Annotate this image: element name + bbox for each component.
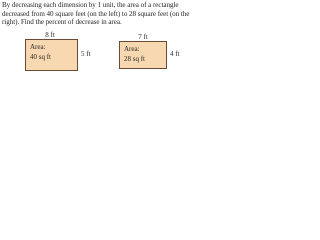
left-width-label: 8 ft <box>45 31 55 39</box>
right-width-label: 7 ft <box>138 33 148 41</box>
left-height-label: 5 ft <box>81 50 91 58</box>
right-height-label: 4 ft <box>170 50 180 58</box>
right-area-value: 28 sq ft <box>124 54 145 63</box>
left-area-label: Area: <box>30 43 46 51</box>
problem-statement: By decreasing each dimension by 1 unit, the area of a rectangle decreased from 40 square feet (on the left) to 28 square feet (on the right). Find the percent of decrease in area. <box>2 1 190 27</box>
right-area-label: Area: <box>124 45 140 53</box>
right-rectangle <box>119 41 167 69</box>
left-area-value: 40 sq ft <box>30 52 51 61</box>
right-area-text <box>124 45 145 64</box>
left-rectangle <box>25 39 78 71</box>
left-area-text <box>30 43 51 62</box>
